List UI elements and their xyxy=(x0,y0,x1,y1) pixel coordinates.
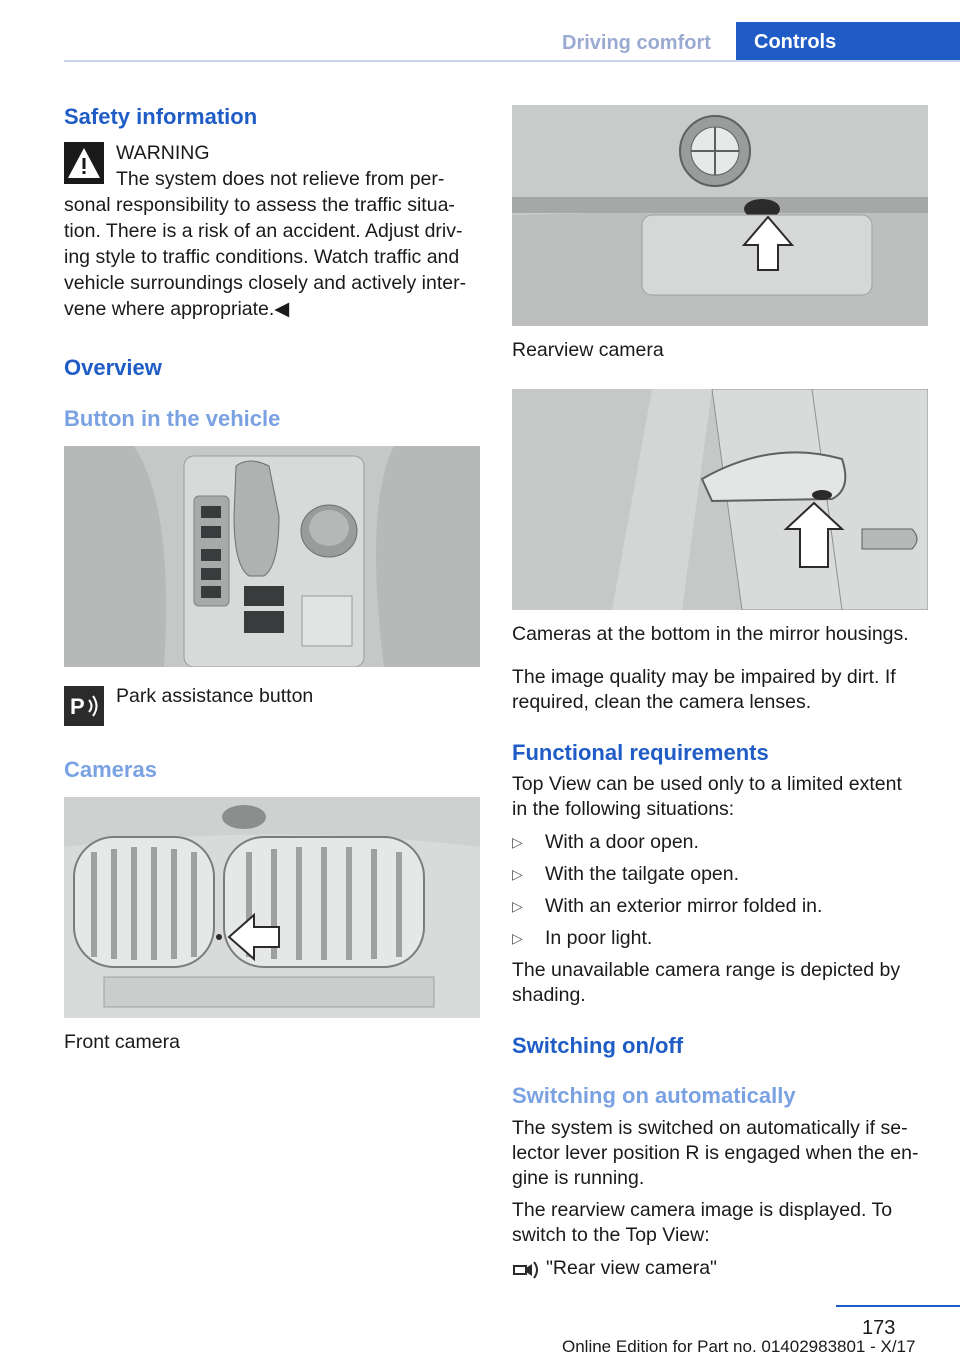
warning-text-line: vene where appropriate.◀ xyxy=(64,298,290,320)
functional-requirements-heading: Functional requirements xyxy=(512,740,769,765)
safety-heading: Safety information xyxy=(64,104,258,129)
bullet-triangle-icon: ▷ xyxy=(512,866,523,882)
auto-switch-text: gine is running. xyxy=(512,1167,645,1189)
functional-intro-text: Top View can be used only to a limited extent xyxy=(512,773,902,795)
front-camera-caption: Front camera xyxy=(64,1031,180,1053)
rear-view-camera-icon xyxy=(512,1258,542,1280)
auto-switch-text: The system is switched on automatically if se‐ xyxy=(512,1117,908,1139)
unavailable-range-text: The unavailable camera range is depicted by xyxy=(512,959,901,981)
page-number: 173 xyxy=(862,1317,896,1339)
rear-view-camera-menu-item: "Rear view camera" xyxy=(546,1257,717,1279)
switching-heading: Switching on/off xyxy=(512,1033,684,1058)
svg-text:P: P xyxy=(70,694,85,719)
warning-text-line: sonal responsibility to assess the traffic situa‐ xyxy=(64,194,455,216)
cameras-heading: Cameras xyxy=(64,757,157,782)
center-console-image xyxy=(64,446,480,667)
warning-text-line: tion. There is a risk of an accident. Adjust driv‐ xyxy=(64,220,463,242)
unavailable-range-text: shading. xyxy=(512,984,586,1006)
warning-text-line: ing style to traffic conditions. Watch traffic and xyxy=(64,246,460,268)
header-chapter-tab: Controls xyxy=(736,22,960,62)
header-section-tab: Driving comfort xyxy=(562,32,711,54)
footer-rule xyxy=(836,1305,960,1307)
warning-label: WARNING xyxy=(116,142,210,164)
park-assistance-icon xyxy=(64,686,104,726)
rearview-camera-image xyxy=(512,105,928,326)
overview-heading: Overview xyxy=(64,355,162,380)
bullet-triangle-icon: ▷ xyxy=(512,834,523,850)
warning-text-line: vehicle surroundings closely and actively inter‐ xyxy=(64,272,467,294)
front-camera-image xyxy=(64,797,480,1018)
rearview-text: The rearview camera image is displayed. To xyxy=(512,1199,893,1221)
rearview-text: switch to the Top View: xyxy=(512,1224,710,1246)
mirror-cameras-image xyxy=(512,389,928,610)
image-quality-text: The image quality may be impaired by dirt. If xyxy=(512,666,896,688)
header-rule xyxy=(64,60,960,62)
warning-text-line: The system does not relieve from per‐ xyxy=(116,168,445,190)
bullet-triangle-icon: ▷ xyxy=(512,898,523,914)
footer-edition: Online Edition for Part no. 01402983801 - X/17 xyxy=(562,1337,916,1356)
park-assistance-button-label: Park assistance button xyxy=(116,685,314,707)
functional-intro-text: in the following situations: xyxy=(512,798,735,820)
rearview-camera-caption: Rearview camera xyxy=(512,339,664,361)
mirror-cameras-caption: Cameras at the bottom in the mirror housings. xyxy=(512,623,909,645)
button-in-vehicle-heading: Button in the vehicle xyxy=(64,406,281,431)
image-quality-text: required, clean the camera lenses. xyxy=(512,691,812,713)
warning-icon xyxy=(64,142,104,184)
auto-switch-text: lector lever position R is engaged when the en‐ xyxy=(512,1142,919,1164)
bullet-triangle-icon: ▷ xyxy=(512,930,523,946)
switching-auto-heading: Switching on automatically xyxy=(512,1083,796,1108)
